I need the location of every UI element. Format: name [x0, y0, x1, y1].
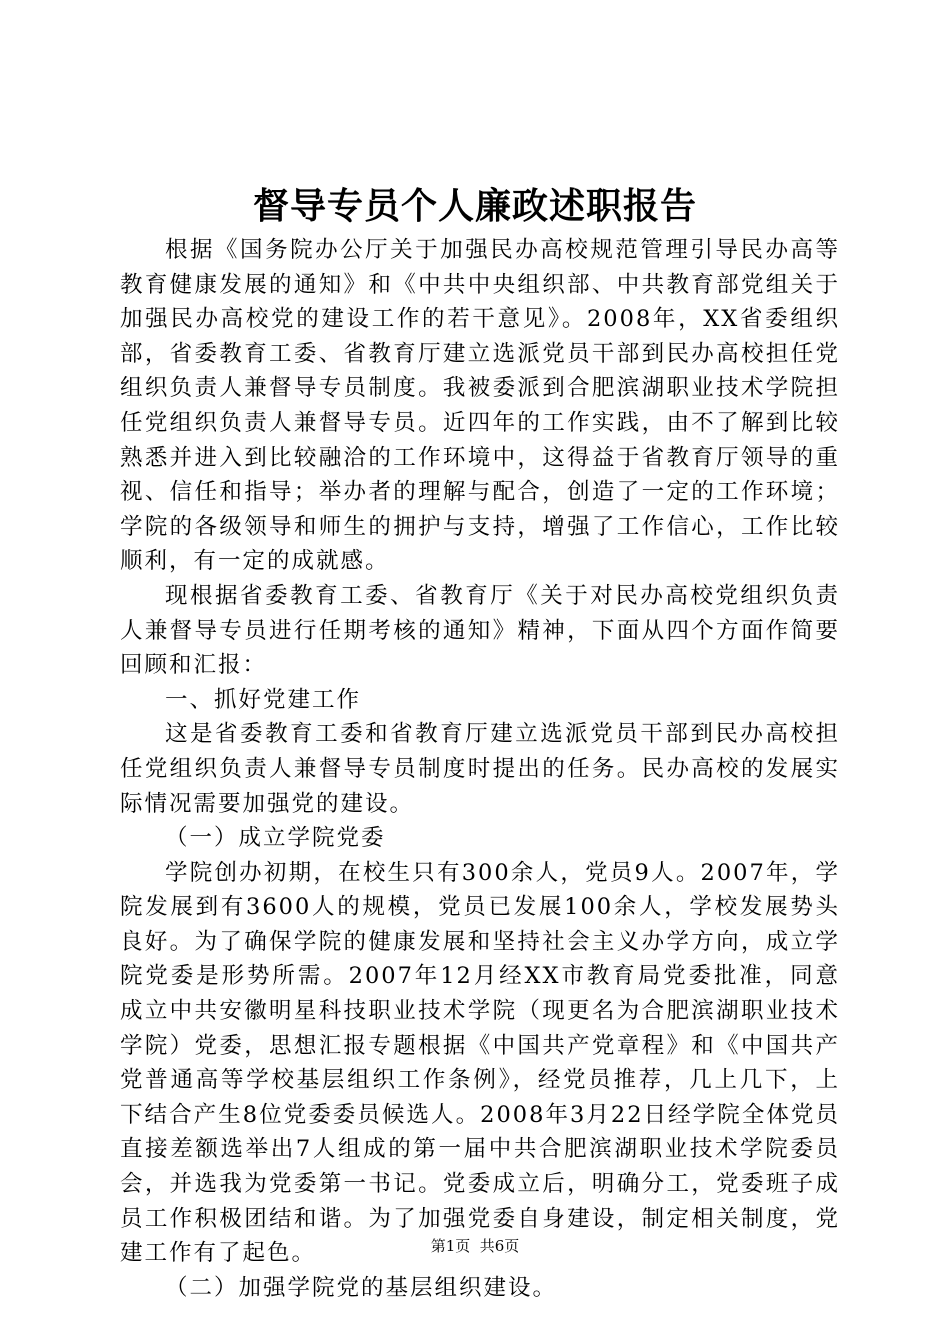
subsection-heading-grassroots: （二）加强学院党的基层组织建设。: [165, 1274, 558, 1301]
paragraph-committee-history: 学院创办初期，在校生只有300余人，党员9人。2007年，学院发展到有3600人的规模，党员已发展100余人，学校发展势头良好。为了确保学院的健康发展和坚持社会主义办学方向，成立学院党委是形势所需。2007年12月经XX市教育局党委批准，同意成立中共安徽明星科技职业技术学院（现更名为合肥滨湖职业技术学院）党委，思想汇报专题根据《中国共产党章程》和《中国共产党普通高等学校基层组织工作条例》，经党员推荐，几上几下，上下结合产生8位党委委员候选人。2008年3月22日经学院全体党员直接差额选举出7人组成的第一届中共合肥滨湖职业技术学院委员会，并选我为党委第一书记。党委成立后，明确分工，党委班子成员工作积极团结和谐。为了加强党委自身建设，制定相关制度，党建工作有了起色。: [120, 859, 840, 1267]
paragraph-intro: 根据《国务院办公厅关于加强民办高校规范管理引导民办高等教育健康发展的通知》和《中共中央组织部、中共教育部党组关于加强民办高校党的建设工作的若干意见》。2008年，XX省委组织部，省委教育工委、省教育厅建立选派党员干部到民办高校担任党组织负责人兼督导专员制度。我被委派到合肥滨湖职业技术学院担任党组织负责人兼督导专员。近四年的工作实践，由不了解到比较熟悉并进入到比较融洽的工作环境中，这得益于省教育厅领导的重视、信任和指导；举办者的理解与配合，创造了一定的工作环境；学院的各级领导和师生的拥护与支持，增强了工作信心，工作比较顺利，有一定的成就感。: [120, 237, 840, 575]
section-heading-party-building: 一、抓好党建工作: [165, 686, 362, 713]
subsection-heading-establish-committee: （一）成立学院党委: [165, 825, 386, 852]
page-footer: [0, 1236, 950, 1256]
paragraph-overview: 现根据省委教育工委、省教育厅《关于对民办高校党组织负责人兼督导专员进行任期考核的通知》精神，下面从四个方面作简要回顾和汇报：: [120, 582, 840, 679]
page-number-label: 第1页 共6页: [430, 1237, 520, 1255]
document-body: [120, 233, 840, 1305]
paragraph-task: 这是省委教育工委和省教育厅建立选派党员干部到民办高校担任党组织负责人兼督导专员制度时提出的任务。民办高校的发展实际情况需要加强党的建设。: [120, 721, 840, 817]
document-title: 督导专员个人廉政述职报告: [252, 185, 697, 227]
